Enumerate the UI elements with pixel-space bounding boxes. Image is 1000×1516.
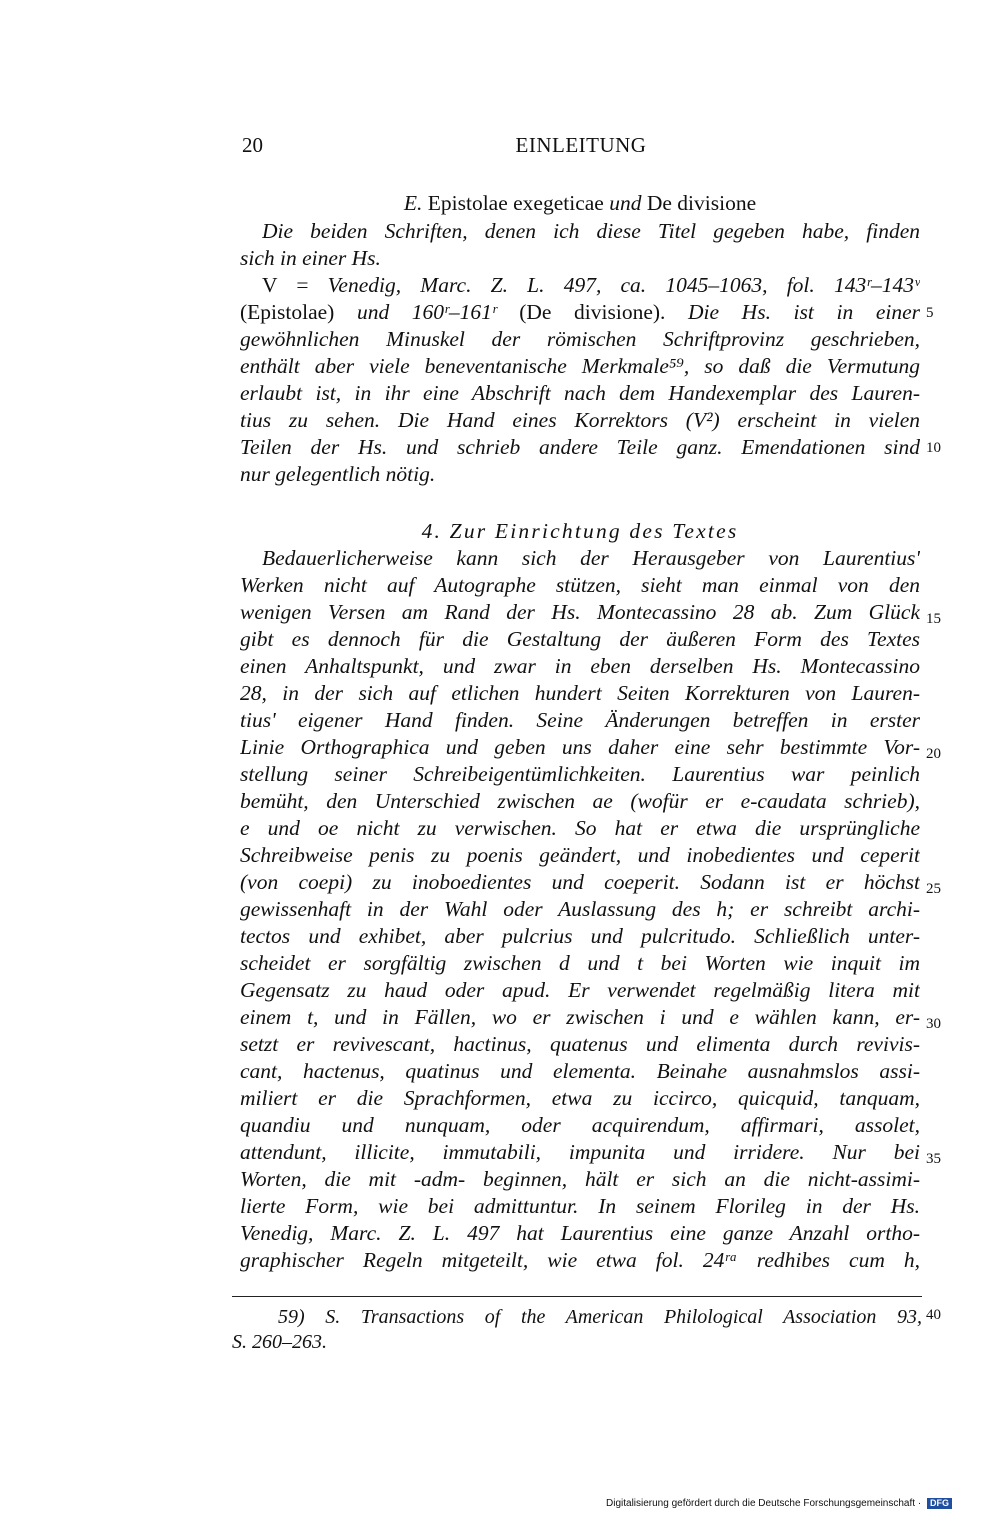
paragraph-line: Teilen der Hs. und schrieb andere Teile ganz. Emendationen sind xyxy=(240,435,920,459)
digitization-credit xyxy=(606,1497,992,1511)
paragraph-line: einem t, und in Fällen, wo er zwischen i und e wählen kann, er- xyxy=(240,1005,920,1029)
paragraph-line: 28, in der sich auf etlichen hundert Seiten Korrekturen von Lauren- xyxy=(240,681,920,705)
line-number: 5 xyxy=(926,305,934,321)
footnote-line: 59) S. Transactions of the American Philological Association 93, xyxy=(278,1306,922,1328)
paragraph-line: Linie Orthographica und geben uns daher eine sehr bestimmte Vor- xyxy=(240,735,920,759)
paragraph-line: gibt es dennoch für die Gestaltung der äußeren Form des Textes xyxy=(240,627,920,651)
credit-text: Digitalisierung gefördert durch die Deutsche Forschungsgemeinschaft · xyxy=(606,1498,922,1509)
running-title: EINLEITUNG xyxy=(515,133,647,157)
page-header xyxy=(242,133,920,163)
paragraph-line: quandiu und nunquam, oder acquirendum, affirmari, assolet, xyxy=(240,1113,920,1137)
paragraph-line: tius' eigener Hand finden. Seine Änderungen betreffen in erster xyxy=(240,708,920,732)
paragraph-line: gewissenhaft in der Wahl oder Auslassung des h; er schreibt archi- xyxy=(240,897,920,921)
paragraph-line: scheidet er sorgfältig zwischen d und t bei Worten wie inquit im xyxy=(240,951,920,975)
footnote-line: S. 260–263. xyxy=(232,1331,327,1353)
paragraph-line: Venedig, Marc. Z. L. 497 hat Laurentius eine ganze Anzahl ortho- xyxy=(240,1221,920,1245)
paragraph-line: setzt er revivescant, hactinus, quatenus und elimenta durch revivis- xyxy=(240,1032,920,1056)
line-number: 30 xyxy=(926,1016,941,1032)
paragraph-line: bemüht, den Unterschied zwischen ae (wofür er e-caudata schrieb), xyxy=(240,789,920,813)
line-number: 25 xyxy=(926,881,941,897)
section-e-heading: E. Epistolae exegeticae und De divisione xyxy=(403,191,757,215)
line-number: 20 xyxy=(926,746,941,762)
dfg-logo: DFG xyxy=(927,1498,952,1509)
paragraph-line: tius zu sehen. Die Hand eines Korrektors (V²) erscheint in vielen xyxy=(240,408,920,432)
paragraph-line: graphischer Regeln mitgeteilt, wie etwa fol. 24ʳᵃ redhibes cum h, xyxy=(240,1248,920,1272)
paragraph-line: Werken nicht auf Autographe stützen, sieht man einmal von den xyxy=(240,573,920,597)
paragraph-line: gewöhnlichen Minuskel der römischen Schriftprovinz geschrieben, xyxy=(240,327,920,351)
manuscript-entry-line: V = Venedig, Marc. Z. L. 497, ca. 1045–1063, fol. 143ʳ–143ᵛ xyxy=(262,273,920,297)
line-number: 40 xyxy=(926,1307,941,1323)
paragraph-line: e und oe nicht zu verwischen. So hat er etwa die ursprüngliche xyxy=(240,816,920,840)
line-number: 35 xyxy=(926,1151,941,1167)
paragraph-line: Die beiden Schriften, denen ich diese Titel gegeben habe, finden xyxy=(262,219,920,243)
paragraph-line: Schreibweise penis zu poenis geändert, und inobedientes und ceperit xyxy=(240,843,920,867)
paragraph-line: lierte Form, wie bei admittuntur. In seinem Florileg in der Hs. xyxy=(240,1194,920,1218)
paragraph-line: attendunt, illicite, immutabili, impunita und irridere. Nur bei xyxy=(240,1140,920,1164)
paragraph-line: sich in einer Hs. xyxy=(240,246,381,270)
line-number: 15 xyxy=(926,611,941,627)
page-number: 20 xyxy=(242,133,263,157)
paragraph-line: wenigen Versen am Rand der Hs. Montecassino 28 ab. Zum Glück xyxy=(240,600,920,624)
paragraph-line: Bedauerlicherweise kann sich der Herausgeber von Laurentius' xyxy=(262,546,920,570)
paragraph-line: miliert er die Sprachformen, etwa zu iccirco, quicquid, tanquam, xyxy=(240,1086,920,1110)
paragraph-line: Gegensatz zu haud oder apud. Er verwendet regelmäßig litera mit xyxy=(240,978,920,1002)
paragraph-line: (von coepi) zu inoboedientes und coeperit. Sodann ist er höchst xyxy=(240,870,920,894)
line-number: 10 xyxy=(926,440,941,456)
paragraph-line: nur gelegentlich nötig. xyxy=(240,462,436,486)
section-4-heading: 4. Zur Einrichtung des Textes xyxy=(421,519,739,543)
paragraph-line: enthält aber viele beneventanische Merkmale⁵⁹, so daß die Vermutung xyxy=(240,354,920,378)
footnote-divider xyxy=(232,1296,922,1297)
paragraph-line: tectos und exhibet, aber pulcrius und pulcritudo. Schließlich unter- xyxy=(240,924,920,948)
paragraph-line: Worten, die mit -adm- beginnen, hält er sich an die nicht-assimi- xyxy=(240,1167,920,1191)
paragraph-line: erlaubt ist, in ihr eine Abschrift nach dem Handexemplar des Lauren- xyxy=(240,381,920,405)
manuscript-entry-line: (Epistolae) und 160ʳ–161ʳ (De divisione). Die Hs. ist in einer xyxy=(240,300,920,324)
paragraph-line: einen Anhaltspunkt, und zwar in eben derselben Hs. Montecassino xyxy=(240,654,920,678)
paragraph-line: cant, hactenus, quatinus und elementa. Beinahe ausnahmslos assi- xyxy=(240,1059,920,1083)
paragraph-line: stellung seiner Schreibeigentümlichkeiten. Laurentius war peinlich xyxy=(240,762,920,786)
